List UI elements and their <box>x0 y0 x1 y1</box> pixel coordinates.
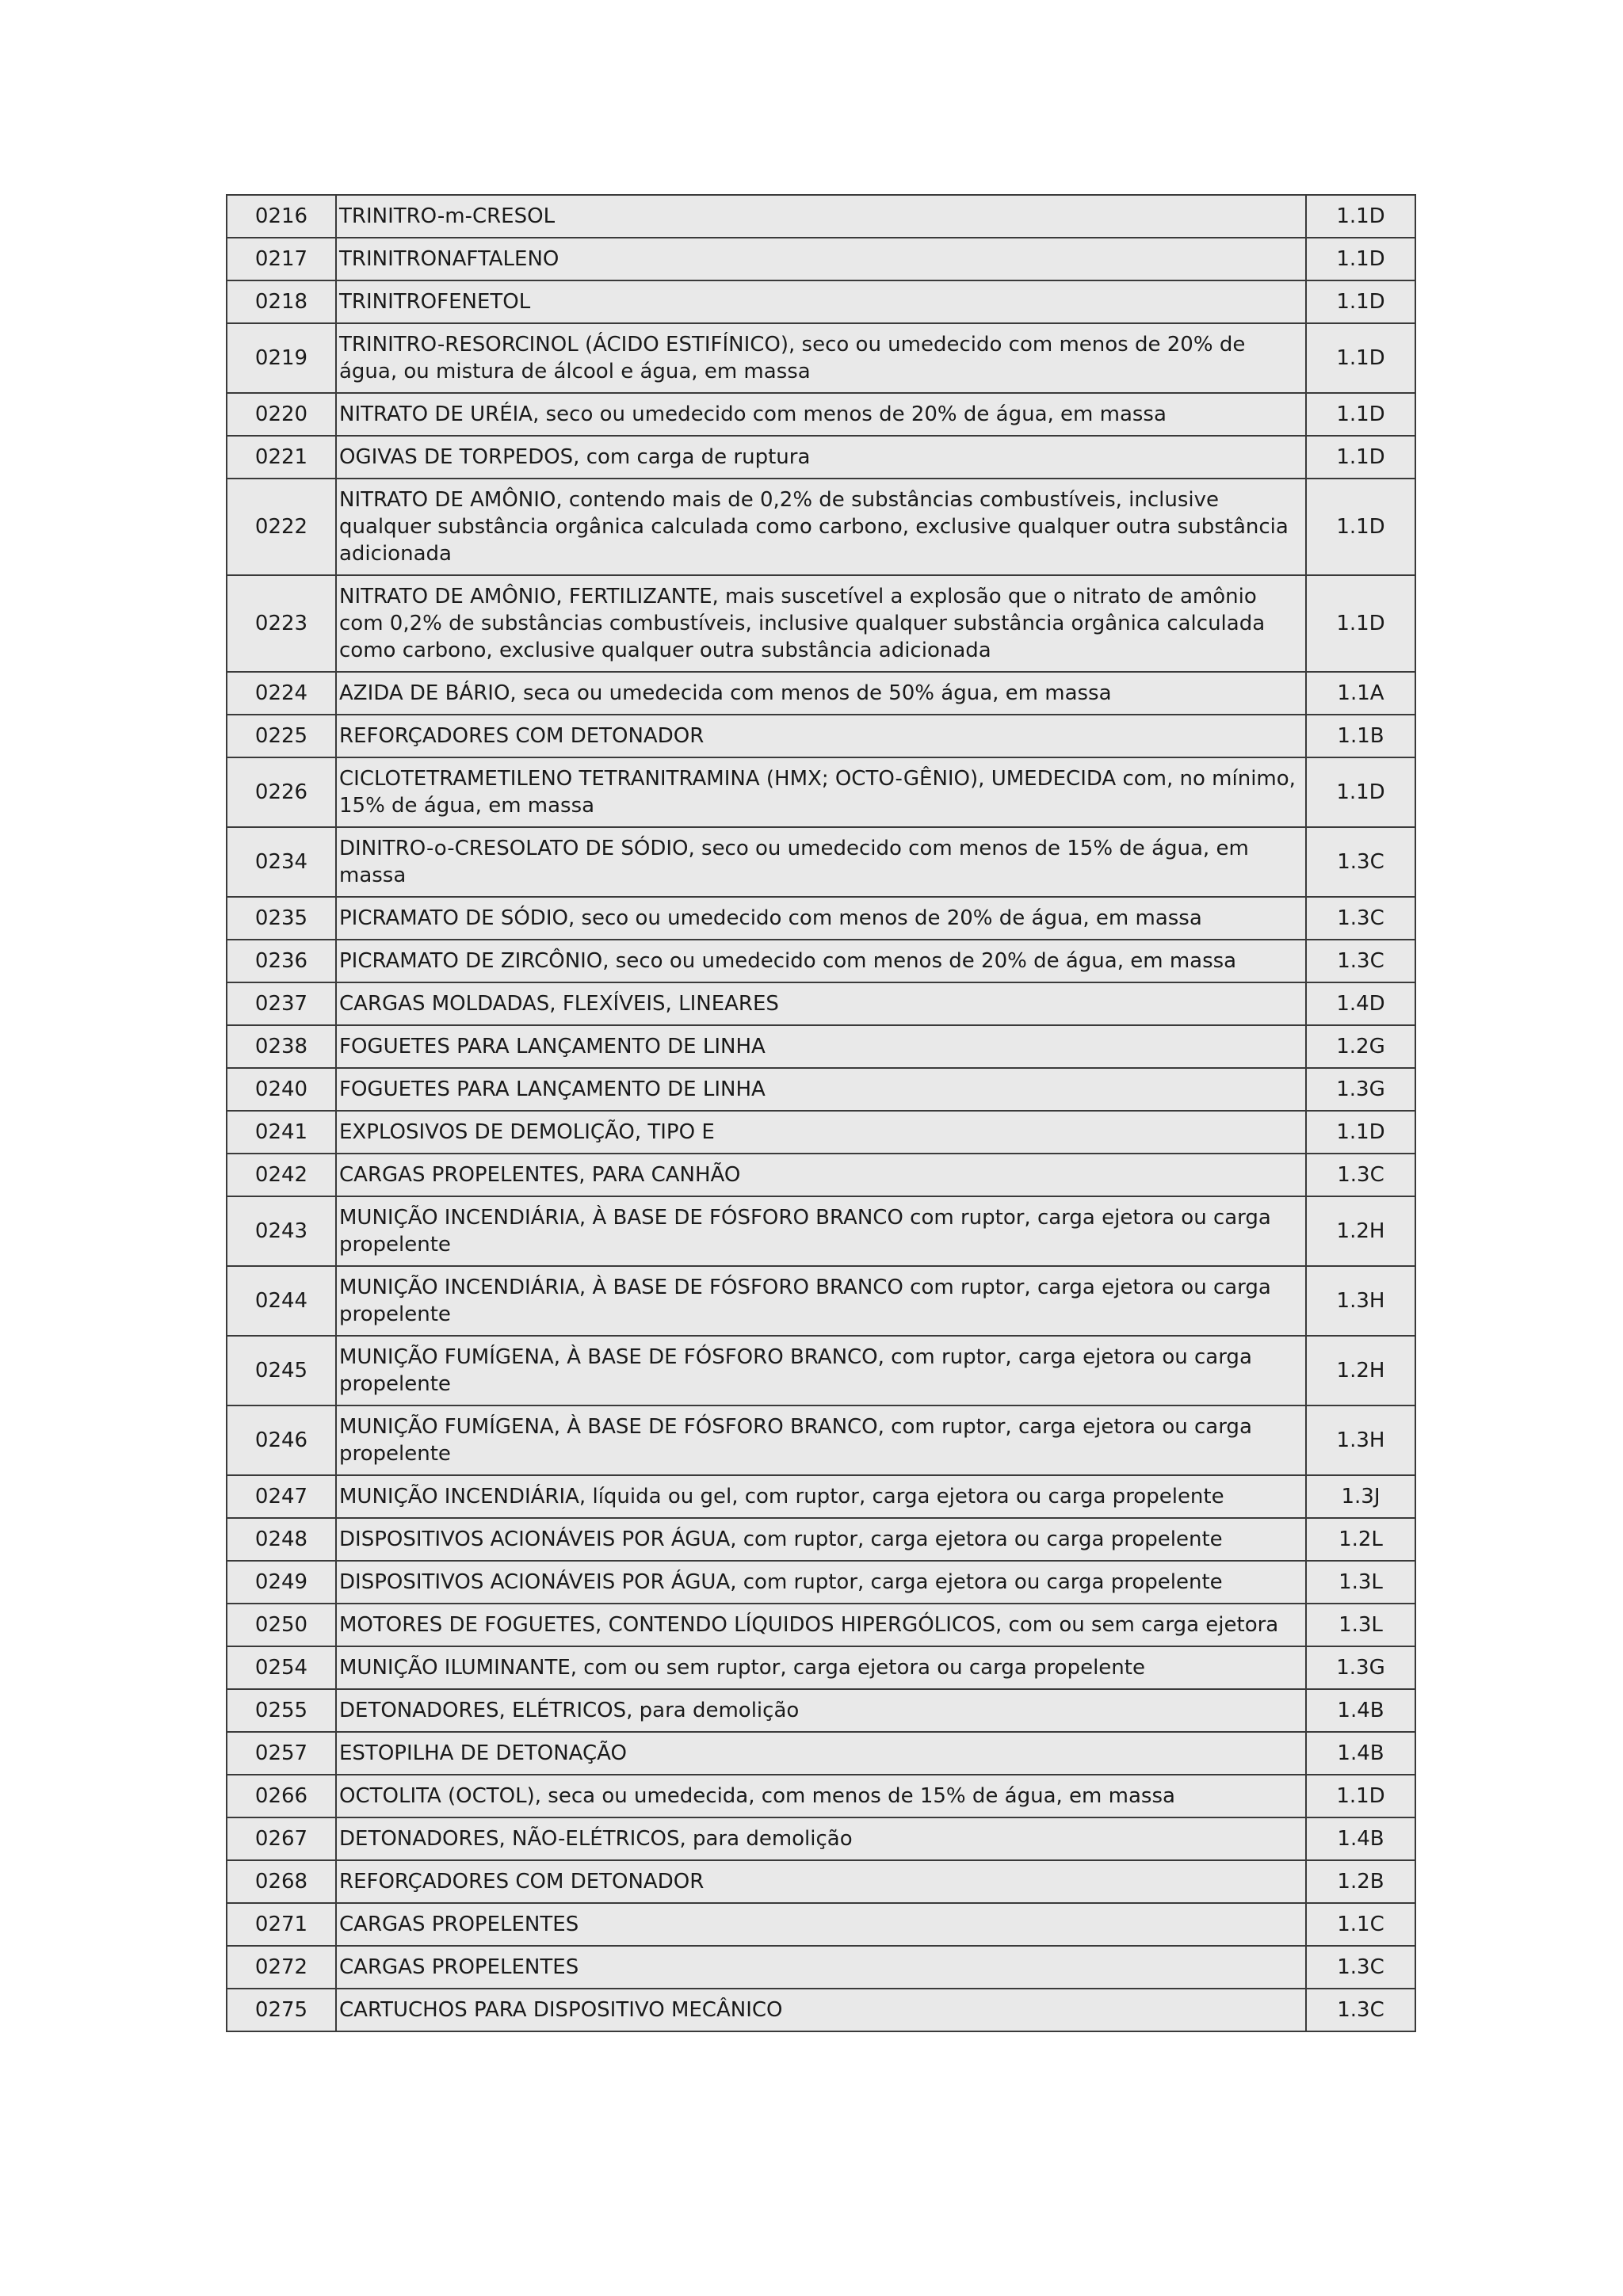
un-number-cell: 0241 <box>227 1111 336 1154</box>
class-division-cell: 1.3C <box>1306 1989 1415 2031</box>
un-number-cell: 0217 <box>227 238 336 280</box>
table-row <box>227 672 1415 715</box>
table-row <box>227 393 1415 436</box>
substance-name-cell: ESTOPILHA DE DETONAÇÃO <box>336 1732 1306 1775</box>
substance-name-cell: CARGAS PROPELENTES <box>336 1903 1306 1946</box>
table-row <box>227 1068 1415 1111</box>
substance-name-cell: NITRATO DE AMÔNIO, contendo mais de 0,2% de substâncias combustíveis, inclusive qualquer substância orgânica calculada como carbono, exclusive qualquer outra substância adicionada <box>336 479 1306 575</box>
class-division-cell: 1.3H <box>1306 1266 1415 1336</box>
un-number-cell: 0219 <box>227 323 336 393</box>
substance-name-cell: DETONADORES, NÃO-ELÉTRICOS, para demolição <box>336 1817 1306 1860</box>
substance-name-cell: NITRATO DE URÉIA, seco ou umedecido com menos de 20% de água, em massa <box>336 393 1306 436</box>
un-number-cell: 0275 <box>227 1989 336 2031</box>
class-division-cell: 1.4B <box>1306 1689 1415 1732</box>
substance-name-cell: MUNIÇÃO FUMÍGENA, À BASE DE FÓSFORO BRANCO, com ruptor, carga ejetora ou carga propelente <box>336 1336 1306 1405</box>
table-row <box>227 757 1415 827</box>
table-row <box>227 1817 1415 1860</box>
substance-name-cell: MUNIÇÃO INCENDIÁRIA, À BASE DE FÓSFORO BRANCO com ruptor, carga ejetora ou carga propelente <box>336 1196 1306 1266</box>
class-division-cell: 1.3C <box>1306 897 1415 940</box>
substance-name-cell: DISPOSITIVOS ACIONÁVEIS POR ÁGUA, com ruptor, carga ejetora ou carga propelente <box>336 1518 1306 1561</box>
class-division-cell: 1.3G <box>1306 1068 1415 1111</box>
class-division-cell: 1.2L <box>1306 1518 1415 1561</box>
un-number-cell: 0242 <box>227 1154 336 1196</box>
un-number-cell: 0243 <box>227 1196 336 1266</box>
class-division-cell: 1.2H <box>1306 1196 1415 1266</box>
substance-name-cell: NITRATO DE AMÔNIO, FERTILIZANTE, mais suscetível a explosão que o nitrato de amônio com 0,2% de substâncias combustíveis, inclusive qualquer substância orgânica calculada como carbono, exclusive qualquer outra substância adicionada <box>336 575 1306 672</box>
substance-name-cell: CARTUCHOS PARA DISPOSITIVO MECÂNICO <box>336 1989 1306 2031</box>
class-division-cell: 1.1D <box>1306 280 1415 323</box>
un-number-cell: 0222 <box>227 479 336 575</box>
substance-name-cell: OCTOLITA (OCTOL), seca ou umedecida, com menos de 15% de água, em massa <box>336 1775 1306 1817</box>
substance-name-cell: FOGUETES PARA LANÇAMENTO DE LINHA <box>336 1025 1306 1068</box>
table-row <box>227 897 1415 940</box>
class-division-cell: 1.1D <box>1306 323 1415 393</box>
table-row <box>227 827 1415 897</box>
un-number-cell: 0248 <box>227 1518 336 1561</box>
class-division-cell: 1.3C <box>1306 1946 1415 1989</box>
substance-name-cell: TRINITROFENETOL <box>336 280 1306 323</box>
un-number-cell: 0223 <box>227 575 336 672</box>
substance-name-cell: FOGUETES PARA LANÇAMENTO DE LINHA <box>336 1068 1306 1111</box>
substance-name-cell: AZIDA DE BÁRIO, seca ou umedecida com menos de 50% água, em massa <box>336 672 1306 715</box>
class-division-cell: 1.2H <box>1306 1336 1415 1405</box>
class-division-cell: 1.1B <box>1306 715 1415 757</box>
table-row <box>227 1689 1415 1732</box>
class-division-cell: 1.3C <box>1306 1154 1415 1196</box>
substance-name-cell: REFORÇADORES COM DETONADOR <box>336 715 1306 757</box>
un-number-cell: 0220 <box>227 393 336 436</box>
substance-name-cell: TRINITRONAFTALENO <box>336 238 1306 280</box>
class-division-cell: 1.4D <box>1306 982 1415 1025</box>
un-number-cell: 0255 <box>227 1689 336 1732</box>
table-row <box>227 1989 1415 2031</box>
class-division-cell: 1.2B <box>1306 1860 1415 1903</box>
substance-name-cell: CARGAS PROPELENTES <box>336 1946 1306 1989</box>
class-division-cell: 1.3H <box>1306 1405 1415 1475</box>
class-division-cell: 1.3L <box>1306 1561 1415 1604</box>
un-number-cell: 0236 <box>227 940 336 982</box>
un-number-cell: 0267 <box>227 1817 336 1860</box>
table-row <box>227 238 1415 280</box>
table-row <box>227 1561 1415 1604</box>
un-number-cell: 0268 <box>227 1860 336 1903</box>
class-division-cell: 1.3C <box>1306 940 1415 982</box>
class-division-cell: 1.1D <box>1306 575 1415 672</box>
table-row <box>227 1475 1415 1518</box>
table-row <box>227 1025 1415 1068</box>
un-number-cell: 0247 <box>227 1475 336 1518</box>
un-number-cell: 0225 <box>227 715 336 757</box>
class-division-cell: 1.4B <box>1306 1732 1415 1775</box>
explosives-table <box>226 194 1416 2032</box>
substance-name-cell: OGIVAS DE TORPEDOS, com carga de ruptura <box>336 436 1306 479</box>
table-row <box>227 1646 1415 1689</box>
substance-name-cell: TRINITRO-m-CRESOL <box>336 195 1306 238</box>
substance-name-cell: DETONADORES, ELÉTRICOS, para demolição <box>336 1689 1306 1732</box>
class-division-cell: 1.1D <box>1306 195 1415 238</box>
substance-name-cell: MOTORES DE FOGUETES, CONTENDO LÍQUIDOS HIPERGÓLICOS, com ou sem carga ejetora <box>336 1604 1306 1646</box>
table-row <box>227 1903 1415 1946</box>
class-division-cell: 1.1D <box>1306 393 1415 436</box>
class-division-cell: 1.1D <box>1306 479 1415 575</box>
un-number-cell: 0238 <box>227 1025 336 1068</box>
class-division-cell: 1.1D <box>1306 1111 1415 1154</box>
table-row <box>227 1405 1415 1475</box>
class-division-cell: 1.1A <box>1306 672 1415 715</box>
class-division-cell: 1.1D <box>1306 1775 1415 1817</box>
un-number-cell: 0224 <box>227 672 336 715</box>
table-row <box>227 575 1415 672</box>
substance-name-cell: MUNIÇÃO ILUMINANTE, com ou sem ruptor, carga ejetora ou carga propelente <box>336 1646 1306 1689</box>
class-division-cell: 1.1D <box>1306 757 1415 827</box>
table-row <box>227 1266 1415 1336</box>
class-division-cell: 1.3J <box>1306 1475 1415 1518</box>
table-row <box>227 323 1415 393</box>
un-number-cell: 0221 <box>227 436 336 479</box>
table-row <box>227 1336 1415 1405</box>
substance-name-cell: CARGAS PROPELENTES, PARA CANHÃO <box>336 1154 1306 1196</box>
un-number-cell: 0271 <box>227 1903 336 1946</box>
un-number-cell: 0250 <box>227 1604 336 1646</box>
substance-name-cell: DINITRO-o-CRESOLATO DE SÓDIO, seco ou umedecido com menos de 15% de água, em massa <box>336 827 1306 897</box>
table-row <box>227 1154 1415 1196</box>
class-division-cell: 1.3G <box>1306 1646 1415 1689</box>
table-row <box>227 715 1415 757</box>
un-number-cell: 0249 <box>227 1561 336 1604</box>
un-number-cell: 0257 <box>227 1732 336 1775</box>
un-number-cell: 0254 <box>227 1646 336 1689</box>
substance-name-cell: MUNIÇÃO FUMÍGENA, À BASE DE FÓSFORO BRANCO, com ruptor, carga ejetora ou carga propelente <box>336 1405 1306 1475</box>
class-division-cell: 1.2G <box>1306 1025 1415 1068</box>
un-number-cell: 0266 <box>227 1775 336 1817</box>
class-division-cell: 1.1D <box>1306 436 1415 479</box>
substance-name-cell: EXPLOSIVOS DE DEMOLIÇÃO, TIPO E <box>336 1111 1306 1154</box>
table-row <box>227 1111 1415 1154</box>
substance-name-cell: MUNIÇÃO INCENDIÁRIA, À BASE DE FÓSFORO BRANCO com ruptor, carga ejetora ou carga propelente <box>336 1266 1306 1336</box>
table-row <box>227 1518 1415 1561</box>
table-row <box>227 1732 1415 1775</box>
un-number-cell: 0235 <box>227 897 336 940</box>
un-number-cell: 0216 <box>227 195 336 238</box>
table-row <box>227 1946 1415 1989</box>
class-division-cell: 1.1D <box>1306 238 1415 280</box>
un-number-cell: 0226 <box>227 757 336 827</box>
substance-name-cell: PICRAMATO DE ZIRCÔNIO, seco ou umedecido com menos de 20% de água, em massa <box>336 940 1306 982</box>
table-row <box>227 1775 1415 1817</box>
class-division-cell: 1.3C <box>1306 827 1415 897</box>
substance-name-cell: TRINITRO-RESORCINOL (ÁCIDO ESTIFÍNICO), seco ou umedecido com menos de 20% de água, ou mistura de álcool e água, em massa <box>336 323 1306 393</box>
class-division-cell: 1.4B <box>1306 1817 1415 1860</box>
substance-name-cell: DISPOSITIVOS ACIONÁVEIS POR ÁGUA, com ruptor, carga ejetora ou carga propelente <box>336 1561 1306 1604</box>
table-row <box>227 195 1415 238</box>
class-division-cell: 1.1C <box>1306 1903 1415 1946</box>
table-row <box>227 1604 1415 1646</box>
substance-name-cell: REFORÇADORES COM DETONADOR <box>336 1860 1306 1903</box>
un-number-cell: 0240 <box>227 1068 336 1111</box>
substance-name-cell: MUNIÇÃO INCENDIÁRIA, líquida ou gel, com ruptor, carga ejetora ou carga propelente <box>336 1475 1306 1518</box>
table-body <box>227 195 1415 2031</box>
table-row <box>227 479 1415 575</box>
un-number-cell: 0246 <box>227 1405 336 1475</box>
un-number-cell: 0237 <box>227 982 336 1025</box>
table-row <box>227 940 1415 982</box>
un-number-cell: 0245 <box>227 1336 336 1405</box>
substance-name-cell: CICLOTETRAMETILENO TETRANITRAMINA (HMX; OCTO-GÊNIO), UMEDECIDA com, no mínimo, 15% de água, em massa <box>336 757 1306 827</box>
table-row <box>227 982 1415 1025</box>
un-number-cell: 0244 <box>227 1266 336 1336</box>
table-row <box>227 1860 1415 1903</box>
un-number-cell: 0234 <box>227 827 336 897</box>
substance-name-cell: PICRAMATO DE SÓDIO, seco ou umedecido com menos de 20% de água, em massa <box>336 897 1306 940</box>
un-number-cell: 0218 <box>227 280 336 323</box>
table-row <box>227 436 1415 479</box>
substance-name-cell: CARGAS MOLDADAS, FLEXÍVEIS, LINEARES <box>336 982 1306 1025</box>
un-number-cell: 0272 <box>227 1946 336 1989</box>
table-row <box>227 1196 1415 1266</box>
class-division-cell: 1.3L <box>1306 1604 1415 1646</box>
table-row <box>227 280 1415 323</box>
